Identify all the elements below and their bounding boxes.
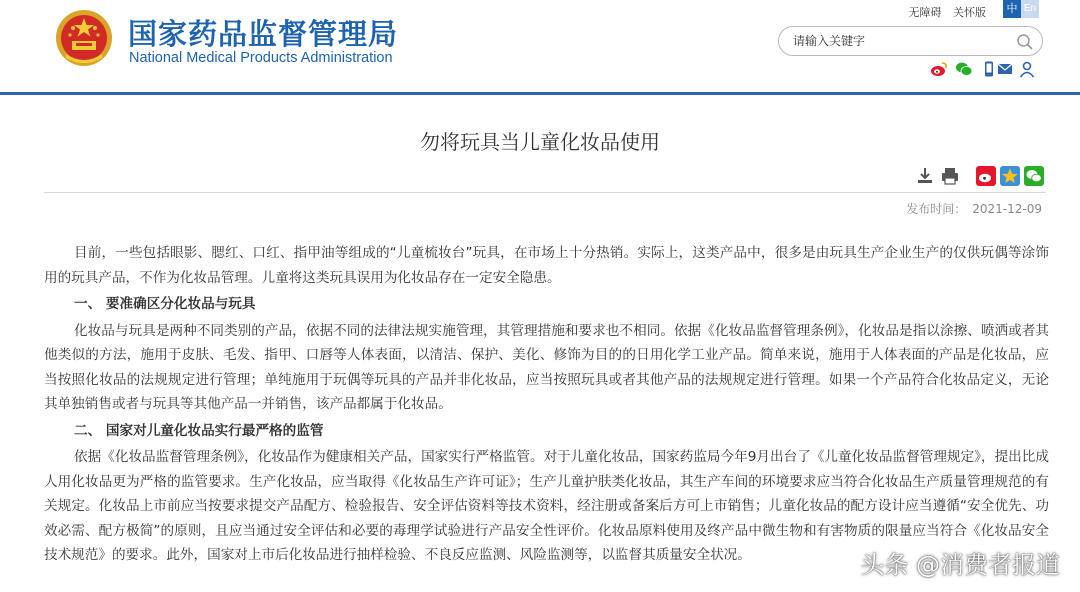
publish-date	[900, 200, 1042, 217]
site-header	[0, 0, 1080, 94]
user-icon[interactable]	[1018, 60, 1036, 78]
publish-date-label: 发布时间：	[906, 202, 967, 216]
watermark-text: 头条 @消费者报道	[860, 551, 1060, 579]
weibo-share-icon[interactable]	[976, 166, 996, 186]
utility-links	[901, 4, 987, 20]
accessibility-link[interactable]: 无障碍	[908, 6, 942, 19]
email-icon[interactable]	[996, 60, 1014, 78]
wechat-icon[interactable]	[955, 60, 973, 78]
site-title-en[interactable]: National Medical Products Administration	[129, 50, 393, 66]
section-heading: 一、 要准确区分化妆品与玩具	[74, 296, 256, 312]
search-input[interactable]	[793, 32, 1008, 50]
national-emblem-icon[interactable]	[54, 8, 114, 68]
site-title-cn[interactable]: 国家药品监督管理局	[128, 17, 399, 51]
lang-en-button[interactable]: En	[1021, 0, 1039, 18]
search-icon[interactable]	[1016, 33, 1034, 51]
article-title: 勿将玩具当儿童化妆品使用	[420, 130, 660, 154]
paragraph: 化妆品与玩具是两种不同类别的产品，依据不同的法律法规实施管理，其管理措施和要求也不相同。依据《化妆品监督管理条例》，化妆品是指以涂擦、喷洒或者其他类似的方法，施用于皮肤、毛发、指甲、口唇等人体表面，以清洁、保护、美化、修饰为目的的日用化学工业产品。简单来说，施用于人体表面的产品是化妆品，应当按照化妆品的法规规定进行管理；单纯施用于玩偶等玩具的产品并非化妆品，应当按照玩具或者其他产品的法规规定进行管理。如果一个产品符合化妆品定义，无论其单独销售或者与玩具等其他产品一并销售，该产品都属于化妆品。	[44, 322, 1049, 412]
paragraph: 目前，一些包括眼影、腮红、口红、指甲油等组成的“儿童梳妆台”玩具，在市场上十分热销。实际上，这类产品中，很多是由玩具生产企业生产的仅供玩偶等涂饰用的玩具产品，不作为化妆品管理。儿童将这类玩具误用为化妆品存在一定安全隐患。	[44, 245, 1049, 286]
publish-date-value: 2021-12-09	[972, 202, 1042, 216]
section-heading: 二、 国家对儿童化妆品实行最严格的监管	[74, 422, 324, 439]
lang-zh-button[interactable]: 中	[1003, 0, 1021, 18]
paragraph: 依据《化妆品监督管理条例》，化妆品作为健康相关产品，国家实行严格监管。对于儿童化妆品，国家药监局今年9月出台了《儿童化妆品监督管理规定》，提出比成人用化妆品更为严格的监管要求。生产化妆品，应当取得《化妆品生产许可证》；生产儿童护肤类化妆品，其生产车间的环境要求应当符合化妆品生产质量管理规范的有关规定。化妆品上市前应当按要求提交产品配方、检验报告、安全评估资料等技术资料，经注册或备案后方可上市销售；儿童化妆品的配方设计应当遵循“安全优先、功效必需、配方极简”的原则，且应当通过安全评估和必要的毒理学试验进行产品安全性评价。化妆品原料使用及终产品中微生物和有害物质的限量应当符合《化妆品安全技术规范》的要求。此外，国家对上市后化妆品进行抽样检验、不良反应监测、风险监测等，以监督其质量安全状况。	[44, 449, 1049, 563]
care-mode-link[interactable]: 关怀版	[953, 6, 986, 19]
header-divider	[0, 92, 1080, 95]
weibo-icon[interactable]	[930, 60, 948, 78]
download-icon[interactable]	[915, 166, 935, 186]
wechat-share-icon[interactable]	[1024, 166, 1044, 186]
title-divider	[44, 192, 1046, 193]
article-body	[44, 241, 1049, 570]
qzone-share-icon[interactable]	[1000, 166, 1020, 186]
search-box	[778, 26, 1043, 56]
print-icon[interactable]	[940, 166, 960, 186]
